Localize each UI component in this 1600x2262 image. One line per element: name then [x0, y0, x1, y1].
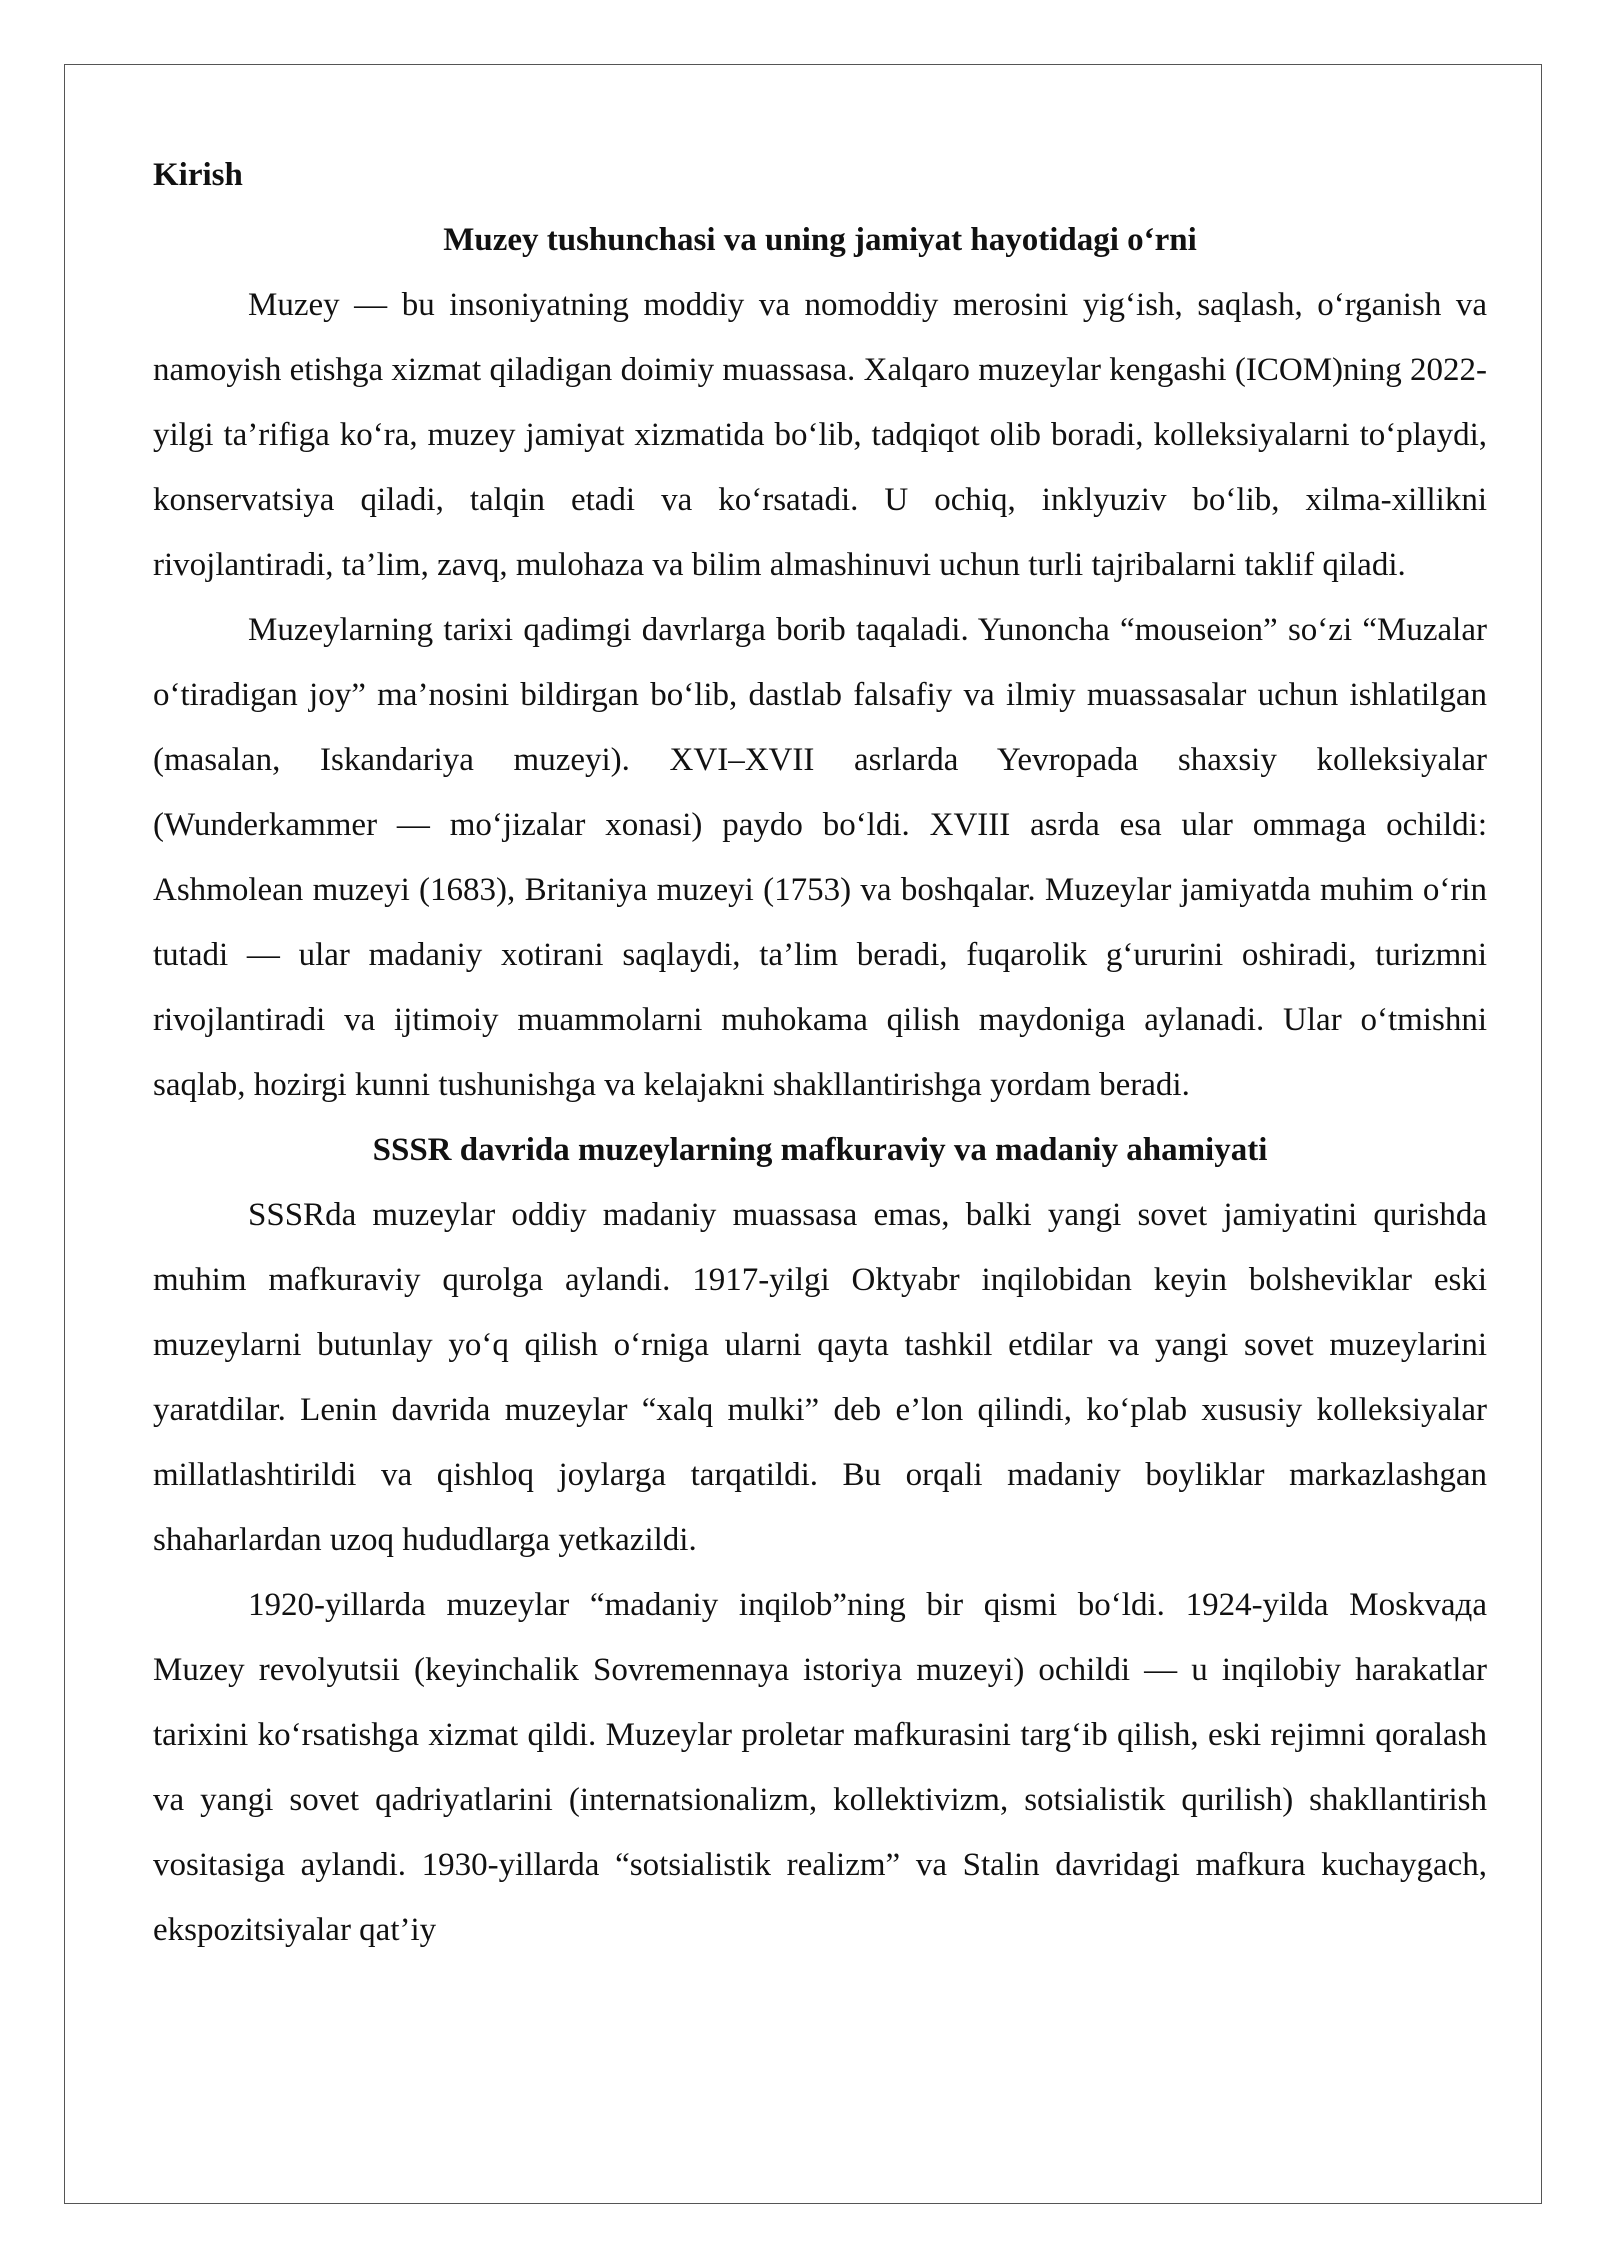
- paragraph: 1920-yillarda muzeylar “madaniy inqilob”ning bir qismi bo‘ldi. 1924-yilda Moskvада Muzey revolyutsii (keyinchalik Sovremennaya istoriya muzeyi) ochildi — u inqilobiy harakatlar tarixini ko‘rsatishga xizmat qildi. Muzeylar proletar mafkurasini targ‘ib qilish, eski rejimni qoralash va yangi sovet qadriyatlarini (internatsionalizm, kollektivizm, sotsialistik qurilish) shakllantirish vositasiga aylandi. 1930-yillarda “sotsialistik realizm” va Stalin davridagi mafkura kuchaygach, ekspozitsiyalar qat’iy: [153, 1587, 1487, 1948]
- section-heading-ussr-museums: SSSR davrida muzeylarning mafkuraviy va madaniy ahamiyati: [372, 1132, 1268, 1168]
- intro-heading: Kirish: [153, 157, 243, 193]
- paragraph: Muzey — bu insoniyatning moddiy va nomoddiy merosini yig‘ish, saqlash, o‘rganish va namoyish etishga xizmat qiladigan doimiy muassasa. Xalqaro muzeylar kengashi (ICOM)ning 2022-yilgi ta’rifiga ko‘ra, muzey jamiyat xizmatida bo‘lib, tadqiqot olib boradi, kolleksiyalarni to‘playdi, konservatsiya qiladi, talqin etadi va ko‘rsatadi. U ochiq, inklyuziv bo‘lib, xilma-xillikni rivojlantiradi, ta’lim, zavq, mulohaza va bilim almashinuvi uchun turli tajribalarni taklif qiladi.: [153, 287, 1487, 583]
- paragraph: SSSRda muzeylar oddiy madaniy muassasa emas, balki yangi sovet jamiyatini qurishda muhim mafkuraviy qurolga aylandi. 1917-yilgi Oktyabr inqilobidan keyin bolsheviklar eski muzeylarni butunlay yo‘q qilish o‘rniga ularni qayta tashkil etdilar va yangi sovet muzeylarini yaratdilar. Lenin davrida muzeylar “xalq mulki” deb e’lon qilindi, ko‘plab xususiy kolleksiyalar millatlashtirildi va qishloq joylarga tarqatildi. Bu orqali madaniy boyliklar markazlashgan shaharlardan uzoq hududlarga yetkazildi.: [153, 1197, 1487, 1558]
- paragraph: Muzeylarning tarixi qadimgi davrlarga borib taqaladi. Yunoncha “mouseion” so‘zi “Muzalar o‘tiradigan joy” ma’nosini bildirgan bo‘lib, dastlab falsafiy va ilmiy muassasalar uchun ishlatilgan (masalan, Iskandariya muzeyi). XVI–XVII asrlarda Yevropada shaxsiy kolleksiyalar (Wunderkammer — mo‘jizalar xonasi) paydo bo‘ldi. XVIII asrda esa ular ommaga ochildi: Ashmolean muzeyi (1683), Britaniya muzeyi (1753) va boshqalar. Muzeylar jamiyatda muhim o‘rin tutadi — ular madaniy xotirani saqlaydi, ta’lim beradi, fuqarolik g‘ururini oshiradi, turizmni rivojlantiradi va ijtimoiy muammolarni muhokama qilish maydoniga aylanadi. Ular o‘tmishni saqlab, hozirgi kunni tushunishga va kelajakni shakllantirishga yordam beradi.: [153, 612, 1487, 1103]
- section-heading-museum-concept: Muzey tushunchasi va uning jamiyat hayotidagi o‘rni: [443, 222, 1197, 258]
- document-body: [153, 143, 1487, 1963]
